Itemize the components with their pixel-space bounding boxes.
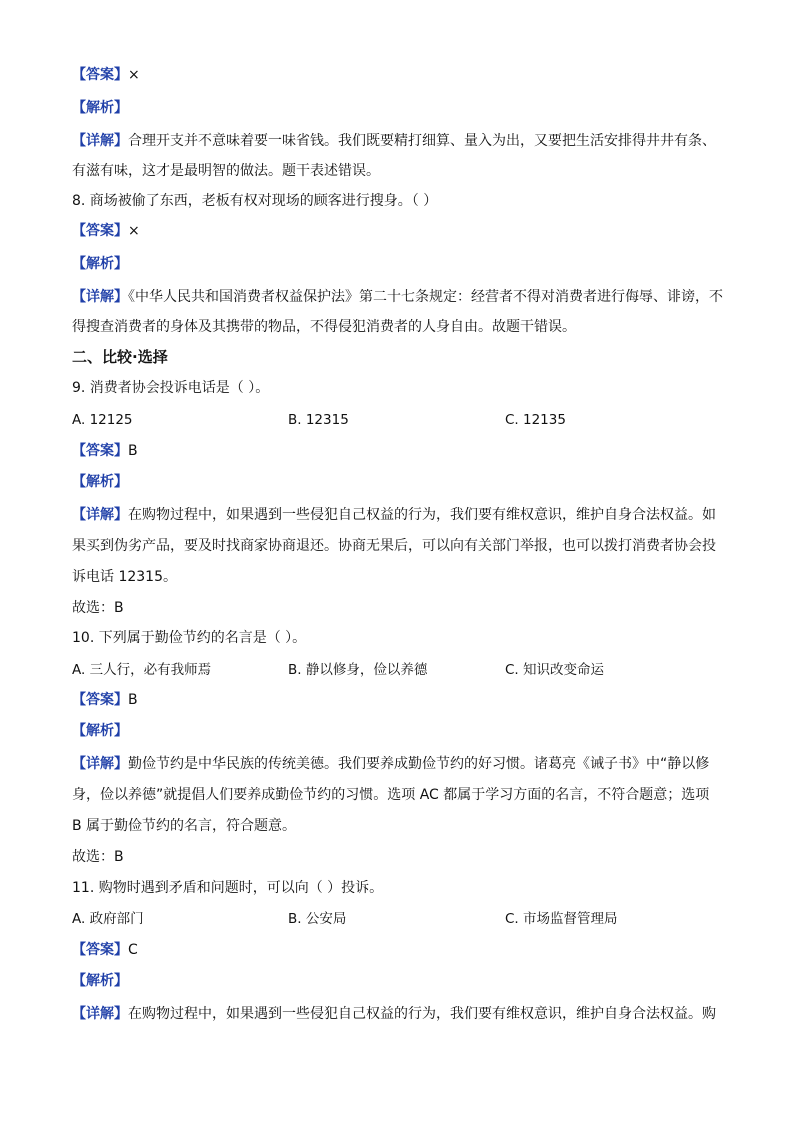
answer-line — [72, 440, 722, 462]
detail-line — [72, 130, 722, 152]
question-8: 8. 商场被偷了东西，老板有权对现场的顾客进行搜身。（ ） — [72, 193, 438, 209]
detail-tag: 【详解】 — [72, 507, 128, 523]
detail-text: 在购物过程中，如果遇到一些侵犯自己权益的行为，我们要有维权意识，维护自身合法权益。购 — [128, 1006, 716, 1022]
analysis-line — [72, 720, 722, 742]
option-b: B. 12315 — [288, 412, 349, 428]
choose-line: 故选：B — [72, 849, 124, 865]
answer-tag: 【答案】 — [72, 443, 128, 459]
detail-text: 合理开支并不意味着要一味省钱。我们既要精打细算、量入为出，又要把生活安排得井井有条、 — [128, 133, 716, 149]
detail-text-line: 果买到伪劣产品，要及时找商家协商退还。协商无果后，可以向有关部门举报，也可以拨打消费者协会投 — [72, 538, 716, 554]
analysis-tag: 【解析】 — [72, 973, 128, 989]
option-c: C. 12135 — [505, 412, 566, 428]
analysis-line — [72, 970, 722, 992]
answer-value: × — [128, 223, 140, 239]
detail-text-line: 身，俭以养德”就提倡人们要养成勤俭节约的习惯。选项 AC 都属于学习方面的名言，不符合题意；选项 — [72, 787, 710, 803]
detail-text: 在购物过程中，如果遇到一些侵犯自己权益的行为，我们要有维权意识，维护自身合法权益。如 — [128, 507, 716, 523]
detail-tag: 【详解】 — [72, 1006, 128, 1022]
answer-tag: 【答案】 — [72, 942, 128, 958]
detail-text-line: 有滋有味，这才是最明智的做法。题干表述错误。 — [72, 163, 380, 179]
section-heading: 二、比较·选择 — [72, 348, 168, 366]
detail-line — [72, 1003, 722, 1025]
question-9: 9. 消费者协会投诉电话是（ ）。 — [72, 380, 270, 396]
option-a: A. 政府部门 — [72, 911, 144, 927]
analysis-line — [72, 97, 722, 119]
option-c: C. 市场监督管理局 — [505, 911, 618, 927]
question-11: 11. 购物时遇到矛盾和问题时，可以向（ ）投诉。 — [72, 880, 384, 896]
analysis-tag: 【解析】 — [72, 474, 128, 490]
answer-value: B — [128, 692, 138, 708]
detail-tag: 【详解】 — [72, 756, 128, 772]
answer-line — [72, 220, 722, 242]
answer-tag: 【答案】 — [72, 692, 128, 708]
option-b: B. 公安局 — [288, 911, 347, 927]
answer-value: B — [128, 443, 138, 459]
detail-text: 《中华人民共和国消费者权益保护法》第二十七条规定：经营者不得对消费者进行侮辱、诽谤，不 — [128, 289, 723, 305]
analysis-tag: 【解析】 — [72, 100, 128, 116]
detail-line — [72, 504, 722, 526]
detail-text-line: 诉电话 12315。 — [72, 569, 177, 585]
choose-line: 故选：B — [72, 600, 124, 616]
detail-line — [72, 286, 722, 308]
detail-text-line: B 属于勤俭节约的名言，符合题意。 — [72, 818, 297, 834]
detail-tag: 【详解】 — [72, 289, 128, 305]
answer-line — [72, 689, 722, 711]
option-a: A. 12125 — [72, 412, 133, 428]
question-10: 10. 下列属于勤俭节约的名言是（ ）。 — [72, 630, 307, 646]
option-b: B. 静以修身，俭以养德 — [288, 662, 428, 678]
answer-line — [72, 939, 722, 961]
option-a: A. 三人行，必有我师焉 — [72, 662, 212, 678]
detail-text: 勤俭节约是中华民族的传统美德。我们要养成勤俭节约的好习惯。诸葛亮《诫子书》中“静以修 — [128, 756, 710, 772]
analysis-line — [72, 471, 722, 493]
analysis-tag: 【解析】 — [72, 723, 128, 739]
answer-value: × — [128, 67, 140, 83]
detail-line — [72, 753, 722, 775]
answer-tag: 【答案】 — [72, 67, 128, 83]
answer-value: C — [128, 942, 138, 958]
analysis-line — [72, 253, 722, 275]
option-c: C. 知识改变命运 — [505, 662, 605, 678]
analysis-tag: 【解析】 — [72, 256, 128, 272]
detail-text-line: 得搜查消费者的身体及其携带的物品，不得侵犯消费者的人身自由。故题干错误。 — [72, 319, 576, 335]
detail-tag: 【详解】 — [72, 133, 128, 149]
answer-tag: 【答案】 — [72, 223, 128, 239]
answer-line — [72, 64, 722, 86]
